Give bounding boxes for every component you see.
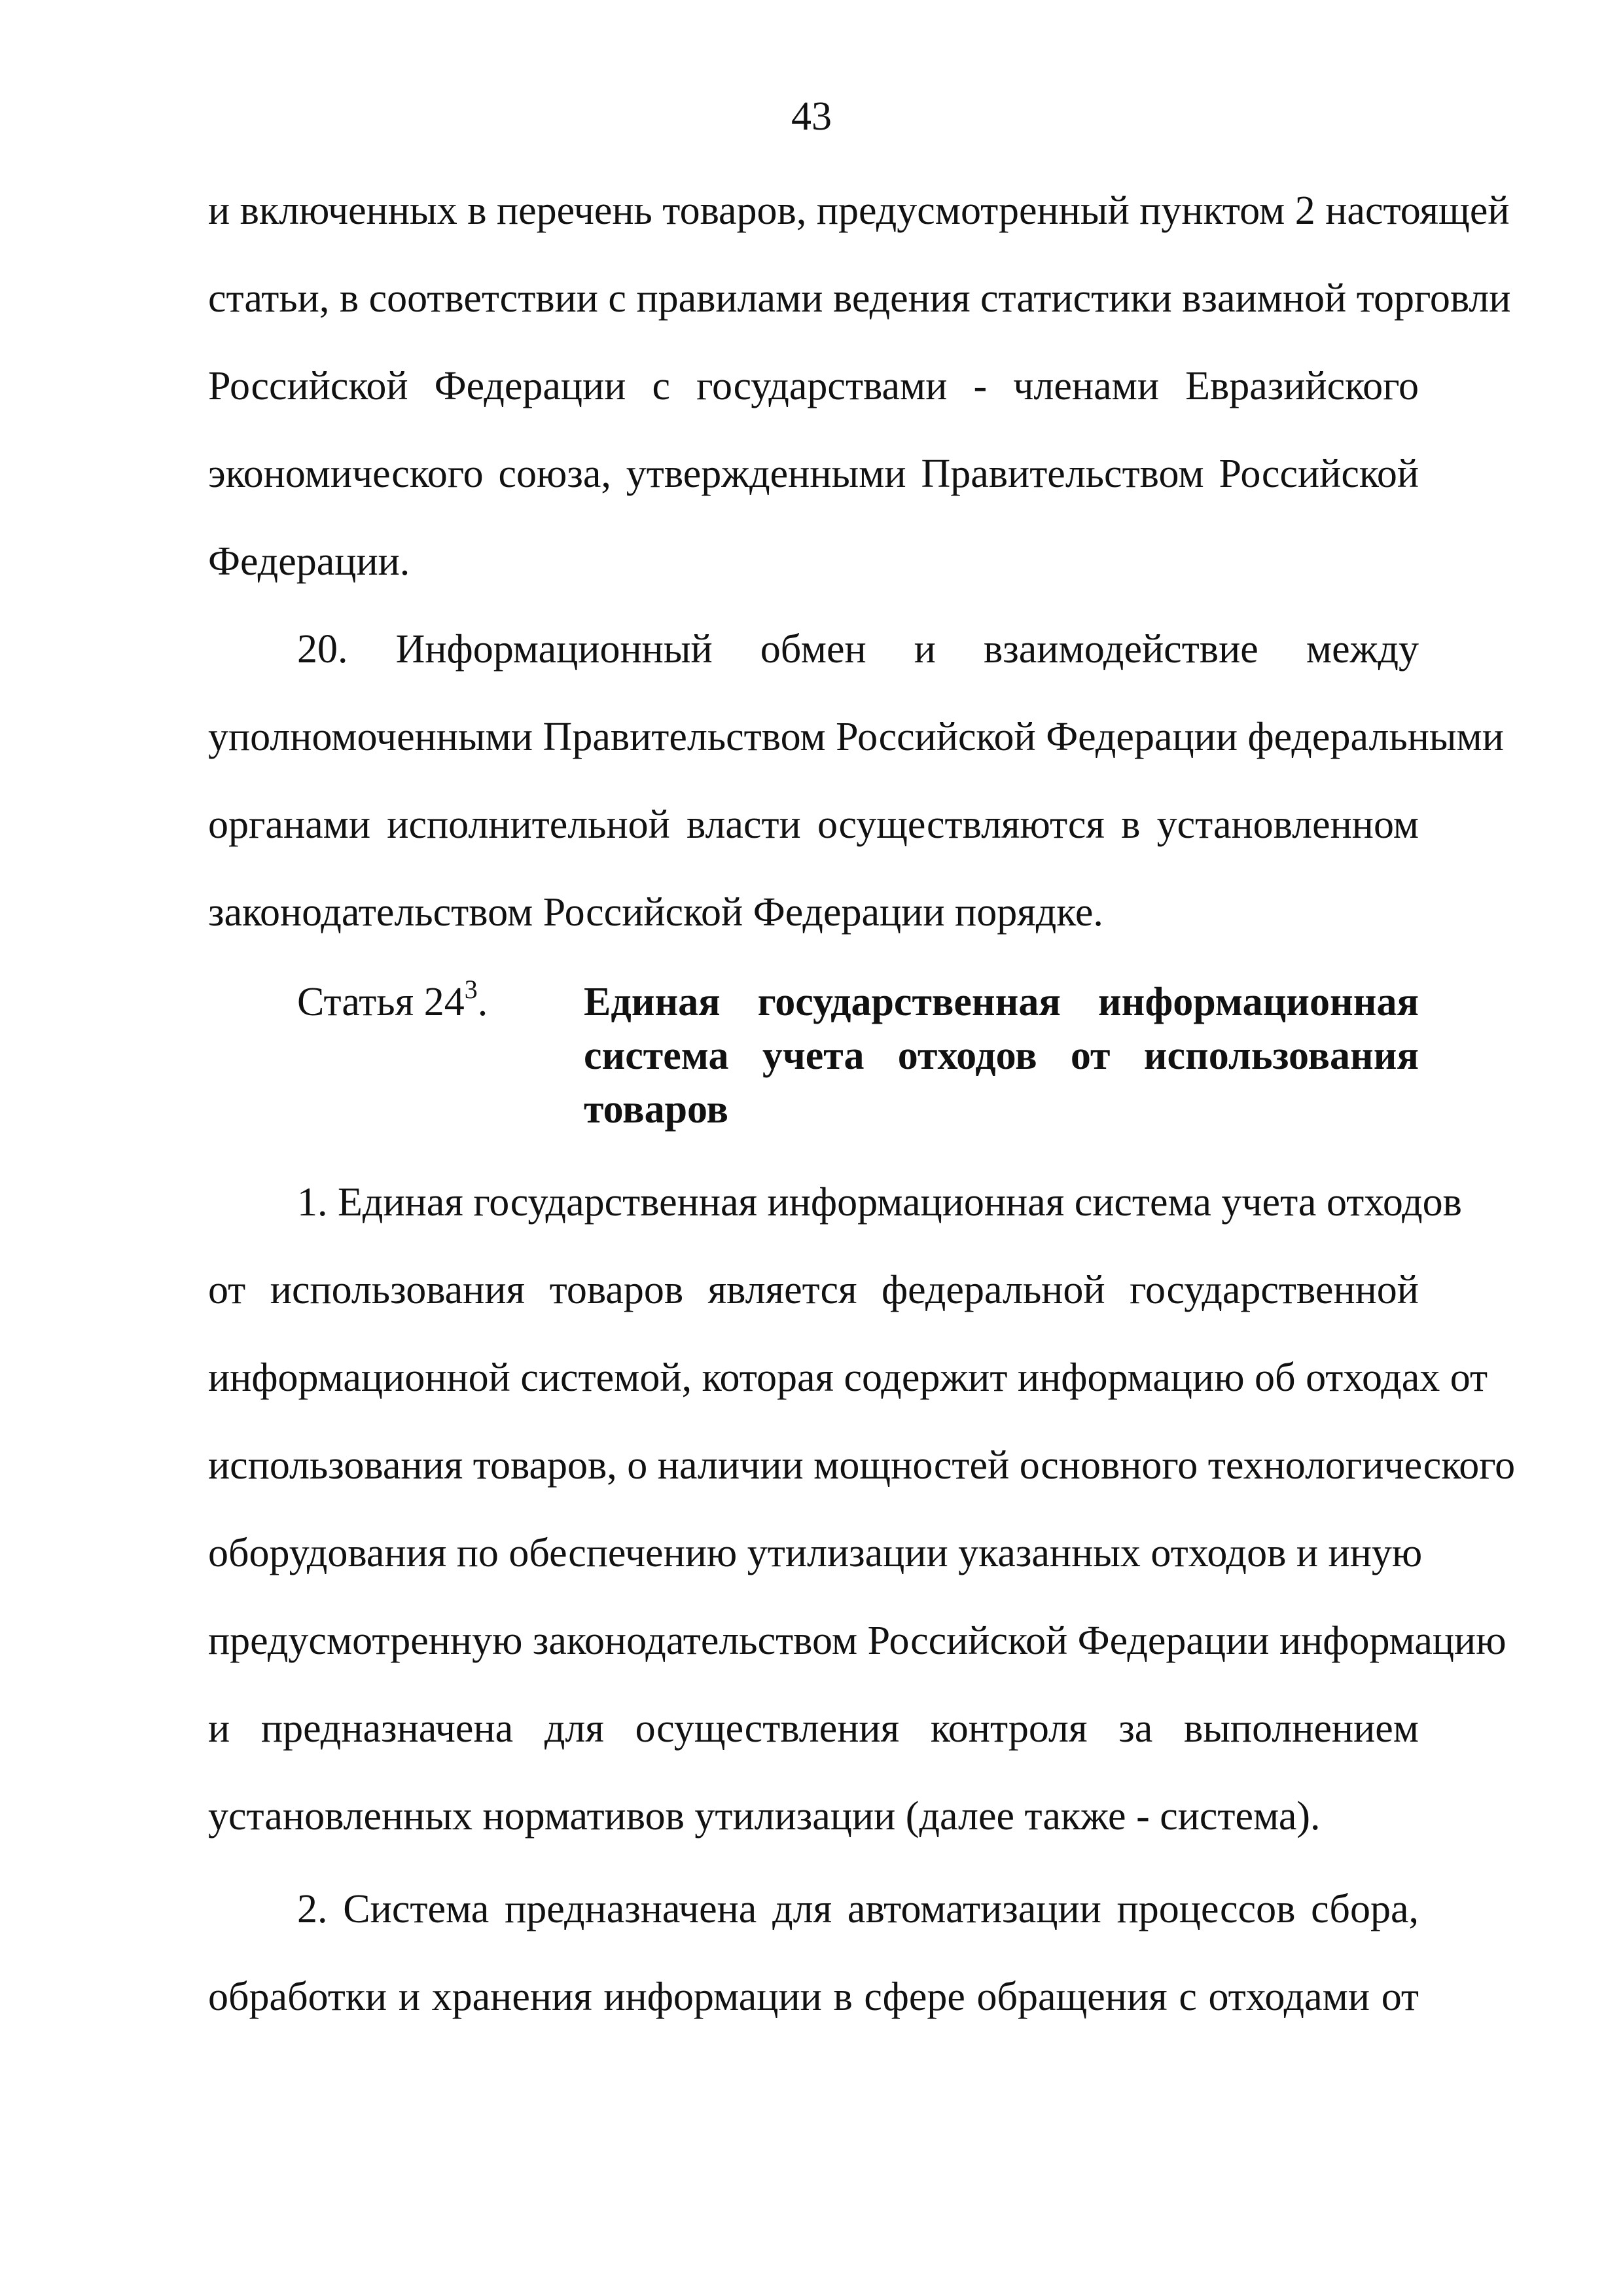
article-label-text: Статья 24: [297, 980, 465, 1024]
text-line: Федерации.: [208, 539, 410, 584]
text-line: использования товаров, о наличии мощностей основного технологического: [208, 1443, 1516, 1488]
text-line: обработки и хранения информации в сфере обращения с отходами от: [208, 1975, 1419, 2019]
paragraph-1: [208, 1158, 1516, 1860]
text-line: законодательством Российской Федерации порядке.: [208, 890, 1103, 935]
article-title-line: товаров: [584, 1087, 728, 1132]
article-label-suffix: .: [477, 980, 488, 1024]
text-line: от использования товаров является федеральной государственной: [208, 1268, 1419, 1312]
text-line: 1. Единая государственная информационная система учета отходов: [297, 1180, 1462, 1225]
text-line: информационной системой, которая содержит информацию об отходах от: [208, 1355, 1488, 1400]
article-title-line: система учета отходов от использования: [584, 1033, 1419, 1078]
article-superscript: 3: [464, 975, 478, 1005]
text-line: и включенных в перечень товаров, предусмотренный пунктом 2 настоящей: [208, 188, 1510, 233]
text-line: Российской Федерации с государствами - членами Евразийского: [208, 364, 1419, 408]
paragraph-2: [208, 1865, 1419, 2041]
text-line: установленных нормативов утилизации (далее также - система).: [208, 1794, 1321, 1839]
paragraph-20: [208, 605, 1504, 956]
text-line: экономического союза, утвержденными Правительством Российской: [208, 452, 1419, 496]
page-number: 43: [791, 94, 832, 139]
text-line: статьи, в соответствии с правилами ведения статистики взаимной торговли: [208, 276, 1511, 321]
text-line: и предназначена для осуществления контроля за выполнением: [208, 1706, 1419, 1751]
text-line: 20. Информационный обмен и взаимодействие между: [297, 627, 1419, 672]
article-label: [297, 975, 488, 1029]
text-line: оборудования по обеспечению утилизации указанных отходов и иную: [208, 1531, 1423, 1575]
text-line: предусмотренную законодательством Российской Федерации информацию: [208, 1619, 1507, 1663]
text-line: уполномоченными Правительством Российской Федерации федеральными: [208, 715, 1504, 759]
text-line: органами исполнительной власти осуществляются в установленном: [208, 802, 1419, 847]
text-line: 2. Система предназначена для автоматизации процессов сбора,: [297, 1887, 1419, 1931]
article-title-line: Единая государственная информационная: [584, 980, 1419, 1024]
article-title: [584, 975, 1419, 1136]
paragraph-continuation: [208, 167, 1511, 605]
